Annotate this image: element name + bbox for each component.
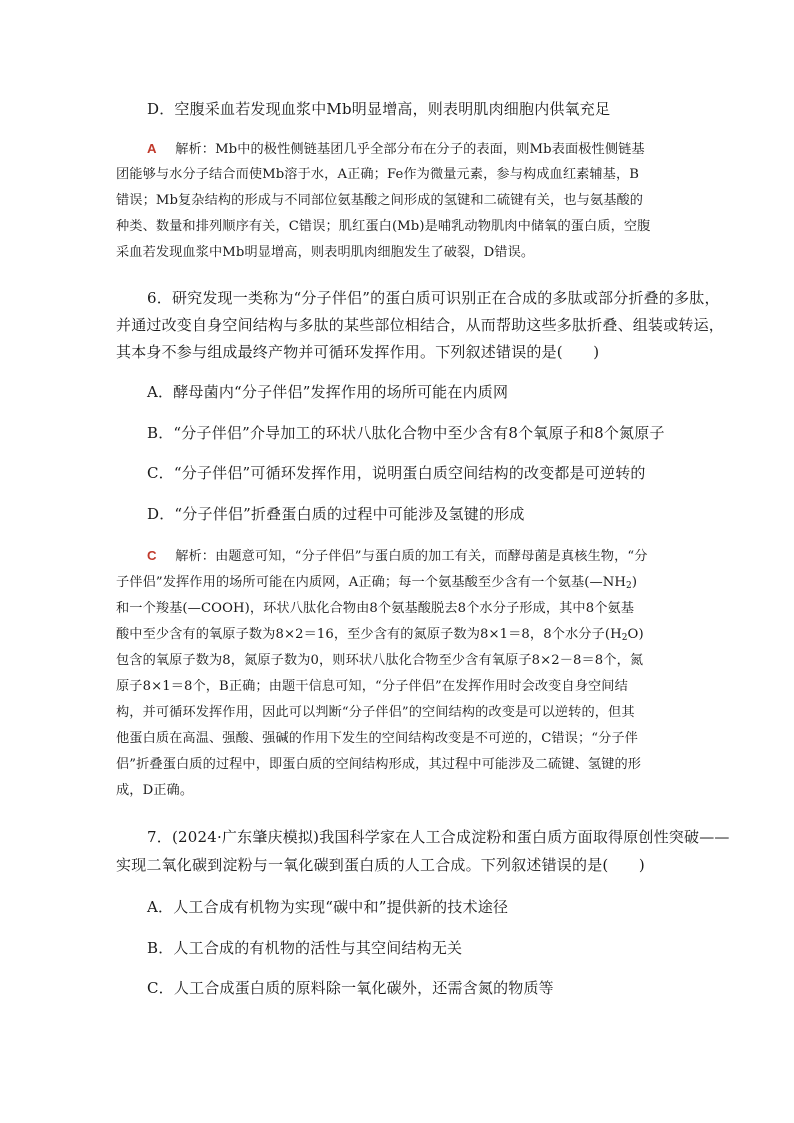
q6-option-d: D．“分子伴侣”折叠蛋白质的过程中可能涉及氢键的形成 [147,505,525,523]
q7-stem-line-1: 7．(2024·广东肇庆模拟)我国科学家在人工合成淀粉和蛋白质方面取得原创性突破—— [147,828,730,846]
q5-explanation-line-1 [147,138,645,157]
q6-explanation-line-1 [147,545,648,564]
q6-explanation-text: 解析：由题意可知，“分子伴侣”与蛋白质的加工有关，而酵母菌是真核生物，“分 [175,549,648,564]
q6-explanation-line-9: 侣”折叠蛋白质的过程中，即蛋白质的空间结构形成，其过程中可能涉及二硫键、氢键的形 [116,757,642,772]
q7-stem-line-2: 实现二氧化碳到淀粉与一氧化碳到蛋白质的人工合成。下列叙述错误的是( ) [116,856,645,874]
q6-option-a: A．酵母菌内“分子伴侣”发挥作用的场所可能在内质网 [147,383,509,401]
q6-stem-line-1: 6．研究发现一类称为“分子伴侣”的蛋白质可识别正在合成的多肽或部分折叠的多肽， [147,289,720,307]
q6-explanation-line-10: 成，D正确。 [116,783,194,798]
q5-explanation-line-4: 种类、数量和排列顺序有关，C错误；肌红蛋白(Mb)是哺乳动物肌肉中储氧的蛋白质，空腹 [116,219,651,234]
q6-explanation-line-2: 子伴侣”发挥作用的场所可能在内质网，A正确；每一个氨基酸至少含有一个氨基$(—NH_2)$ [116,575,638,591]
q6-option-b: B．“分子伴侣”介导加工的环状八肽化合物中至少含有8个氧原子和8个氮原子 [147,424,665,442]
q6-stem-line-2: 并通过改变自身空间结构与多肽的某些部位相结合，从而帮助这些多肽折叠、组装或转运， [116,316,725,334]
q7-option-b: B．人工合成的有机物的活性与其空间结构无关 [147,939,463,957]
q7-option-a: A．人工合成有机物为实现“碳中和”提供新的技术途径 [147,898,509,916]
q5-explanation-line-3: 错误；Mb复杂结构的形成与不同部位氨基酸之间形成的氢键和二硫键有关，也与氨基酸的 [116,193,644,208]
q6-answer-letter: C [147,548,157,563]
q6-stem-line-3: 其本身不参与组成最终产物并可循环发挥作用。下列叙述错误的是( ) [116,343,600,361]
q6-explanation-line-8: 他蛋白质在高温、强酸、强碱的作用下发生的空间结构改变是不可逆的，C错误；“分子伴 [116,731,638,746]
q5-explanation-line-2: 团能够与水分子结合而使Mb溶于水，A正确；Fe作为微量元素，参与构成血红素辅基，B [116,167,640,182]
q6-explanation-line-5: 包含的氧原子数为8，氮原子数为0，则环状八肽化合物至少含有氧原子8×2－8＝8个，氮 [116,653,644,668]
q7-option-c: C．人工合成蛋白质的原料除一氧化碳外，还需含氮的物质等 [147,979,554,997]
q5-explanation-line-5: 采血若发现血浆中Mb明显增高，则表明肌肉细胞发生了破裂，D错误。 [116,245,535,260]
q5-option-d: D．空腹采血若发现血浆中Mb明显增高，则表明肌肉细胞内供氧充足 [147,100,611,118]
q5-answer-letter: A [147,141,157,156]
q6-explanation-line-3: 和一个羧基(—COOH)，环状八肽化合物由8个氨基酸脱去8个水分子形成，其中8个氨基 [116,601,635,616]
q5-explanation-text: 解析：Mb中的极性侧链基团几乎全部分布在分子的表面，则Mb表面极性侧链基 [175,142,645,157]
q6-explanation-line-6: 原子8×1＝8个，B正确；由题干信息可知，“分子伴侣”在发挥作用时会改变自身空间结 [116,679,628,694]
q6-explanation-line-7: 构，并可循环发挥作用，因此可以判断“分子伴侣”的空间结构的改变是可以逆转的，但其 [116,705,635,720]
q6-option-c: C．“分子伴侣”可循环发挥作用，说明蛋白质空间结构的改变都是可逆转的 [147,464,646,482]
q6-explanation-line-4: 酸中至少含有的氧原子数为8×2＝16，至少含有的氮原子数为8×1＝8，8个水分子$(H_2O)$ [116,627,644,643]
